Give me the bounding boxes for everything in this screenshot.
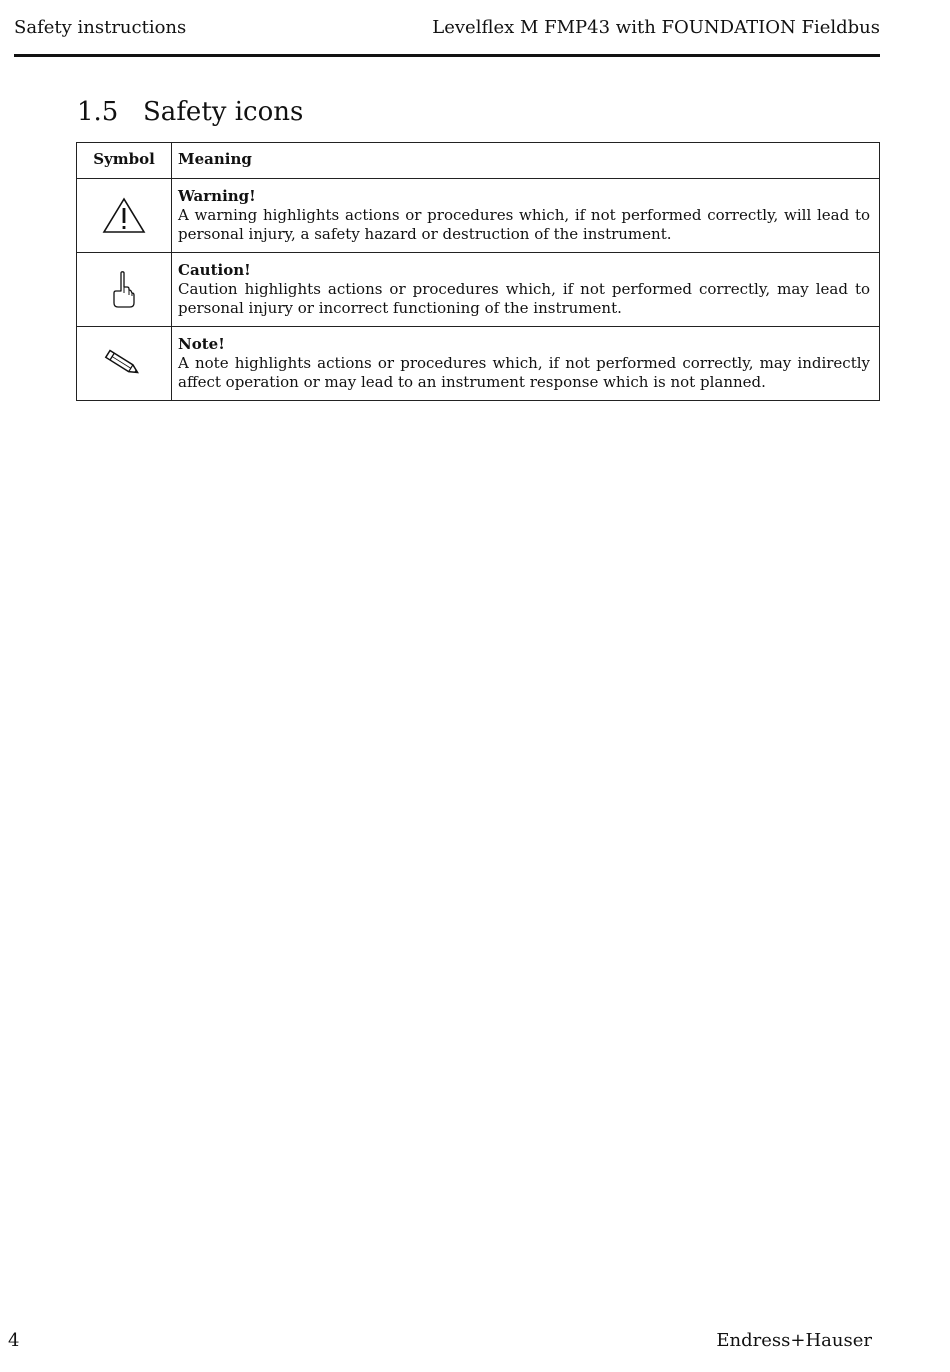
meaning-cell [172,327,880,401]
note-pencil-icon [77,349,171,379]
meaning-cell [172,253,880,327]
table-row [77,179,880,253]
header-section-title: Safety instructions [14,17,187,38]
table-row [77,327,880,401]
column-header-symbol: Symbol [77,143,172,179]
symbol-cell [77,253,172,327]
meaning-text: A note highlights actions or procedures which, if not performed correctly, may indirectly affect operation or may lead to an instrument response which is not planned. [178,354,870,391]
symbol-cell [77,179,172,253]
warning-triangle-icon [77,197,171,235]
section-title: Safety icons [143,97,304,128]
meaning-title: Caution! [178,261,251,279]
meaning-cell [172,179,880,253]
meaning-text: A warning highlights actions or procedures which, if not performed correctly, will lead to personal injury, a safety hazard or destruction of the instrument. [178,206,870,243]
meaning-title: Note! [178,335,225,353]
table-header-row [77,143,880,179]
safety-icons-table [76,142,880,401]
page-header [14,14,880,57]
table-row [77,253,880,327]
meaning-title: Warning! [178,187,256,205]
symbol-cell [77,327,172,401]
section-number: 1.5 [77,97,119,128]
meaning-text: Caution highlights actions or procedures which, if not performed correctly, may lead to personal injury or incorrect functioning of the instrument. [178,280,870,317]
section-heading [77,97,303,127]
page-number: 4 [8,1330,20,1351]
column-header-meaning: Meaning [172,143,880,179]
footer-brand: Endress+Hauser [716,1330,872,1351]
header-document-title: Levelflex M FMP43 with FOUNDATION Fieldbus [432,17,880,38]
caution-hand-icon [77,271,171,309]
